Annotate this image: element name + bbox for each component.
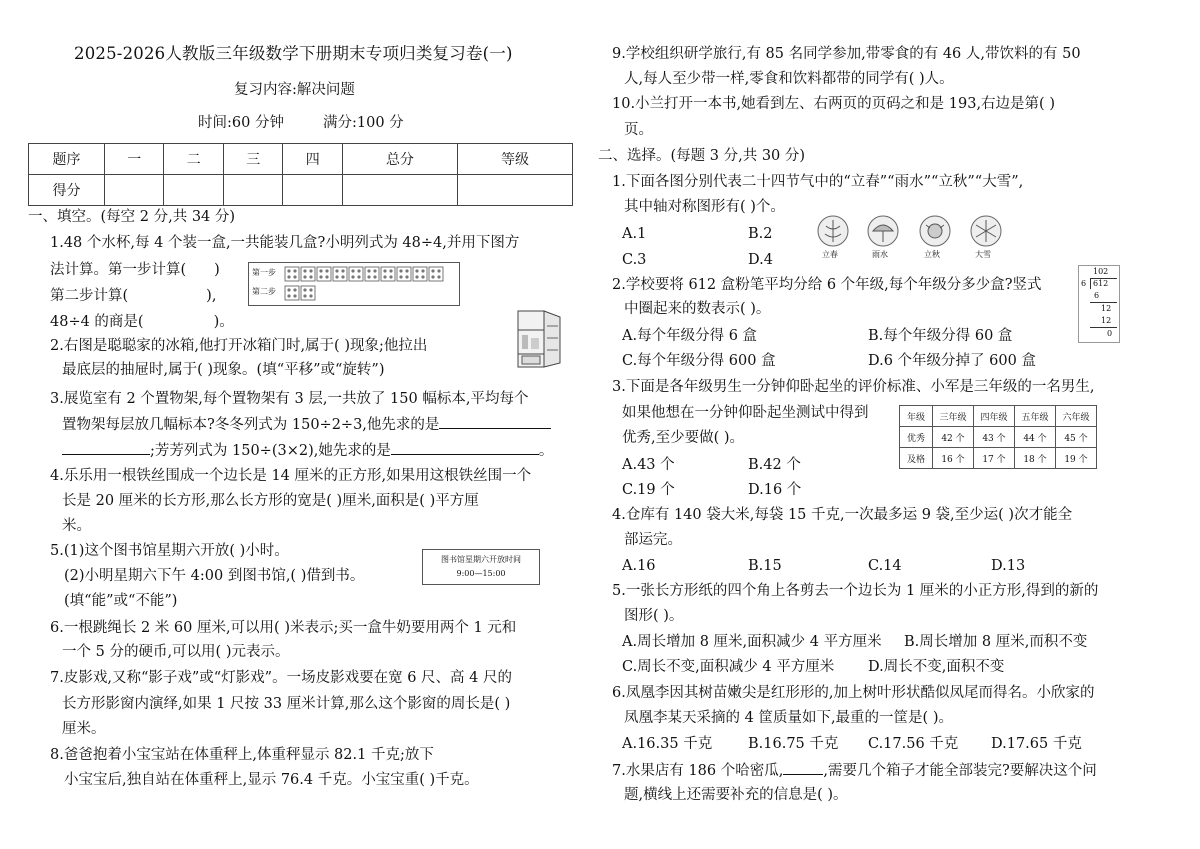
- question-text: 一个 5 分的硬币,可以用( )元表示。: [62, 644, 290, 660]
- option-d[interactable]: D.13: [991, 558, 1026, 574]
- option-a[interactable]: A.43 个: [622, 457, 675, 473]
- table-cell: 19 个: [1056, 448, 1097, 469]
- question-text: 页。: [624, 122, 653, 138]
- option-b[interactable]: B.15: [748, 558, 782, 574]
- table-header-cell: 三年级: [933, 406, 974, 427]
- question-text: 4.乐乐用一根铁丝围成一个边长是 14 厘米的正方形,如果用这根铁丝围一个: [50, 468, 532, 484]
- sign-title: 图书馆星期六开放时间: [441, 555, 521, 564]
- library-hours-sign: [422, 549, 540, 585]
- sign-hours: 9:00—15:00: [456, 569, 506, 578]
- time-label: 时间:60 分钟: [198, 115, 284, 131]
- full-score-label: 满分:100 分: [323, 115, 404, 131]
- long-division-figure: [1078, 265, 1120, 343]
- option-c[interactable]: C.14: [868, 558, 902, 574]
- answer-blank[interactable]: [439, 414, 551, 429]
- question-text: 2.学校要将 612 盒粉笔平均分给 6 个年级,每个年级分多少盒?竖式: [612, 277, 1042, 293]
- question-text: 米。: [62, 518, 91, 534]
- liqiu-icon: [918, 214, 952, 248]
- question-text: 5.一张长方形纸的四个角上各剪去一个边长为 1 厘米的小正方形,得到的新的: [612, 583, 1099, 599]
- table-header-cell: 一: [105, 144, 164, 175]
- cup-groups-drawing: [283, 264, 455, 304]
- lichun-label: 立春: [822, 250, 838, 259]
- division-step: 12: [1101, 316, 1112, 325]
- option-b[interactable]: B.周长增加 8 厘米,而积不变: [904, 634, 1088, 650]
- table-cell: 16 个: [933, 448, 974, 469]
- division-quotient: 102: [1093, 267, 1109, 276]
- option-a[interactable]: A.16.35 千克: [622, 736, 713, 752]
- exam-title: 2025-2026人教版三年级数学下册期末专项归类复习卷(一): [74, 44, 513, 63]
- score-cell[interactable]: [164, 175, 223, 206]
- situp-standards-table: [899, 405, 1097, 469]
- score-cell[interactable]: [342, 175, 457, 206]
- question-text: 部运完。: [624, 532, 682, 548]
- option-c[interactable]: C.17.56 千克: [868, 736, 959, 752]
- question-text: (2)小明星期六下午 4:00 到图书馆,( )借到书。: [64, 568, 365, 584]
- question-text: 2.右图是聪聪家的冰箱,他打开冰箱门时,属于( )现象;他拉出: [50, 338, 428, 354]
- table-cell: 45 个: [1056, 427, 1097, 448]
- daxue-icon: [969, 214, 1003, 248]
- lichun-icon: [816, 214, 850, 248]
- answer-blank[interactable]: [62, 440, 150, 455]
- question-text: 人,每人至少带一样,零食和饮料都带的同学有( )人。: [624, 71, 954, 87]
- question-text: 8.爸爸抱着小宝宝站在体重秤上,体重秤显示 82.1 千克;放下: [50, 747, 434, 763]
- score-cell[interactable]: [223, 175, 282, 206]
- question-text: 9.学校组织研学旅行,有 85 名同学参加,带零食的有 46 人,带饮料的有 50: [612, 46, 1081, 62]
- option-d[interactable]: D.6 个年级分掉了 600 盒: [868, 353, 1036, 369]
- score-table-header-row: [29, 144, 573, 175]
- option-c[interactable]: C.3: [622, 252, 647, 268]
- grouping-figure: [248, 262, 460, 306]
- table-header-cell: 二: [164, 144, 223, 175]
- table-row: [900, 406, 1097, 427]
- score-row-label: 得分: [29, 175, 105, 206]
- option-a[interactable]: A.每个年级分得 6 盒: [622, 328, 758, 344]
- question-text: 48÷4 的商是( )。: [50, 314, 234, 330]
- option-b[interactable]: B.42 个: [748, 457, 801, 473]
- question-text: 如果他想在一分钟仰卧起坐测试中得到: [622, 405, 869, 421]
- table-header-cell: 等级: [457, 144, 572, 175]
- question-text: 长是 20 厘米的长方形,那么长方形的宽是( )厘米,面积是( )平方厘: [62, 493, 479, 509]
- option-c[interactable]: C.每个年级分得 600 盒: [622, 353, 776, 369]
- division-dividend: 612: [1093, 279, 1109, 288]
- section-two-heading: 二、选择。(每题 3 分,共 30 分): [598, 148, 806, 164]
- question-text: 6.一根跳绳长 2 米 60 厘米,可以用( )米表示;买一盒牛奶要用两个 1 元和: [50, 620, 517, 636]
- division-step: 12: [1101, 304, 1112, 313]
- yushui-label: 雨水: [872, 250, 888, 259]
- question-text: 1.下面各图分别代表二十四节气中的“立春”“雨水”“立秋”“大雪”,: [612, 174, 1024, 190]
- question-text: 7.皮影戏,又称“影子戏”或“灯影戏”。一场皮影戏要在宽 6 尺、高 4 尺的: [50, 670, 512, 686]
- question-text: 3.下面是各年级男生一分钟仰卧起坐的评价标准、小军是三年级的一名男生,: [612, 379, 1095, 395]
- question-text: 中圈起来的数表示( )。: [624, 301, 771, 317]
- question-text: 长方形影窗内演绎,如果 1 尺按 33 厘米计算,那么这个影窗的周长是( ): [62, 696, 511, 712]
- option-a[interactable]: A.1: [622, 226, 647, 242]
- daxue-label: 大雪: [975, 250, 991, 259]
- option-b[interactable]: B.2: [748, 226, 773, 242]
- score-table-score-row: [29, 175, 573, 206]
- question-text: 小宝宝后,独自站在体重秤上,显示 76.4 千克。小宝宝重( )千克。: [64, 772, 479, 788]
- yushui-icon: [866, 214, 900, 248]
- answer-blank[interactable]: [391, 440, 539, 455]
- division-remainder: 0: [1107, 329, 1113, 338]
- division-circled-number: 6: [1094, 291, 1100, 300]
- table-header-cell: 题序: [29, 144, 105, 175]
- question-text: 最底层的抽屉时,属于( )现象。(填“平移”或“旋转”): [62, 362, 385, 378]
- question-text: 优秀,至少要做( )。: [622, 430, 745, 446]
- question-text: 其中轴对称图形有( )个。: [624, 199, 785, 215]
- question-text: 题,横线上还需要补充的信息是( )。: [624, 787, 848, 803]
- table-row: [900, 427, 1097, 448]
- question-text: 图形( )。: [624, 608, 684, 624]
- question-text: 置物架每层放几幅标本?冬冬列式为 150÷2÷3,他先求的是: [62, 414, 551, 435]
- question-text: 法计算。第一步计算( ): [50, 262, 220, 278]
- table-header-cell: 总分: [342, 144, 457, 175]
- option-d[interactable]: D.周长不变,面积不变: [868, 659, 1005, 675]
- question-text: 7.水果店有 186 个哈密瓜, ,需要几个箱子才能全部装完?要解决这个问: [612, 760, 1097, 781]
- table-header-cell: 三: [223, 144, 282, 175]
- option-b[interactable]: B.每个年级分得 60 盒: [868, 328, 1013, 344]
- question-text: 5.(1)这个图书馆星期六开放( )小时。: [50, 543, 289, 559]
- liqiu-label: 立秋: [924, 250, 940, 259]
- table-header-cell: 四: [283, 144, 342, 175]
- option-c[interactable]: C.周长不变,面积减少 4 平方厘米: [622, 659, 835, 675]
- question-text: 6.凤凰李因其树苗嫩尖是红形形的,加上树叶形状酷似凤尾而得名。小欣家的: [612, 685, 1095, 701]
- score-cell[interactable]: [457, 175, 572, 206]
- division-divisor: 6: [1081, 279, 1087, 288]
- question-text: 凤凰李某天采摘的 4 筐质量如下,最重的一筐是( )。: [624, 710, 953, 726]
- table-cell: 43 个: [974, 427, 1015, 448]
- review-content: 复习内容:解决问题: [234, 82, 355, 98]
- option-d[interactable]: D.16 个: [748, 482, 802, 498]
- refrigerator-image: [514, 308, 566, 370]
- score-table: [28, 143, 573, 206]
- answer-blank[interactable]: [783, 760, 823, 775]
- table-cell: 42 个: [933, 427, 974, 448]
- section-one-heading: 一、填空。(每空 2 分,共 34 分): [28, 209, 236, 225]
- table-cell: 18 个: [1015, 448, 1056, 469]
- option-b[interactable]: B.16.75 千克: [748, 736, 839, 752]
- solar-term-icons: [816, 214, 1026, 264]
- table-header-cell: 四年级: [974, 406, 1015, 427]
- question-text: 4.仓库有 140 袋大米,每袋 15 千克,一次最多运 9 袋,至少运( )次才能全: [612, 507, 1073, 523]
- option-d[interactable]: D.4: [748, 252, 773, 268]
- question-text: ;芳芳列式为 150÷(3×2),她先求的是 。: [62, 440, 553, 461]
- table-header-cell: 五年级: [1015, 406, 1056, 427]
- table-row: [900, 448, 1097, 469]
- table-header-cell: 年级: [900, 406, 933, 427]
- score-cell[interactable]: [105, 175, 164, 206]
- question-text: 厘米。: [62, 721, 106, 737]
- option-a[interactable]: A.周长增加 8 厘米,面积减少 4 平方厘米: [622, 634, 882, 650]
- table-cell: 44 个: [1015, 427, 1056, 448]
- option-c[interactable]: C.19 个: [622, 482, 675, 498]
- question-text: (填“能”或“不能”): [64, 593, 178, 609]
- table-header-cell: 六年级: [1056, 406, 1097, 427]
- question-text: 3.展览室有 2 个置物架,每个置物架有 3 层,一共放了 150 幅标本,平均每个: [50, 391, 529, 407]
- question-text: 10.小兰打开一本书,她看到左、右两页的页码之和是 193,右边是第( ): [612, 96, 1055, 112]
- table-cell: 及格: [900, 448, 933, 469]
- step-two-label: 第二步: [252, 287, 276, 296]
- option-d[interactable]: D.17.65 千克: [991, 736, 1082, 752]
- step-one-label: 第一步: [252, 268, 276, 277]
- score-cell[interactable]: [283, 175, 342, 206]
- question-text: 第二步计算( ),: [50, 288, 217, 304]
- table-cell: 17 个: [974, 448, 1015, 469]
- option-a[interactable]: A.16: [622, 558, 656, 574]
- question-text: 1.48 个水杯,每 4 个装一盒,一共能装几盒?小明列式为 48÷4,并用下图方: [50, 235, 520, 251]
- table-cell: 优秀: [900, 427, 933, 448]
